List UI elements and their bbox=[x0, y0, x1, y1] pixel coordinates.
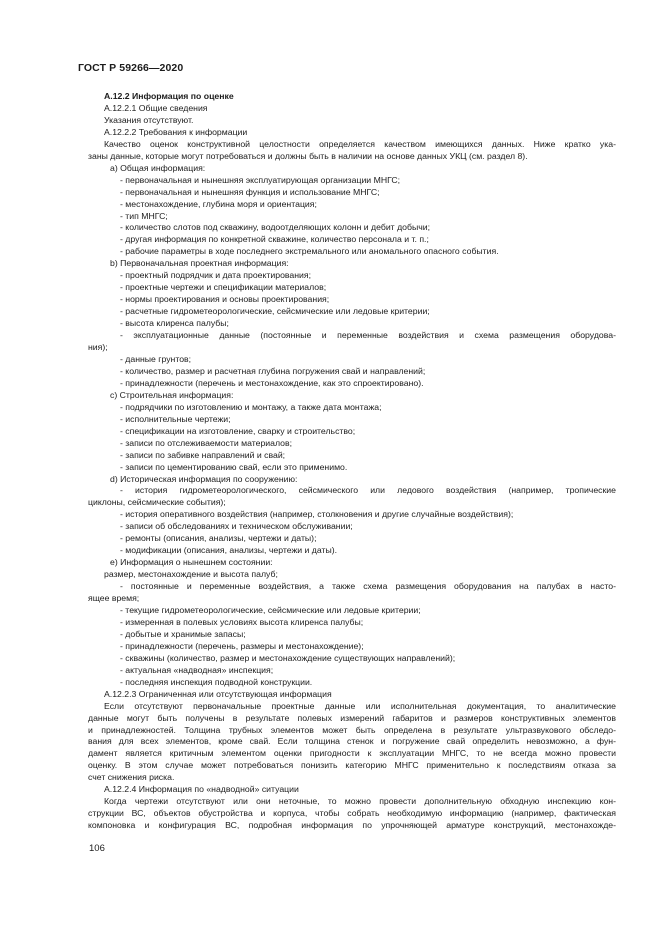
text-line: - история оперативного воздействия (например, столкновения и другие случайные воздействия); bbox=[120, 509, 514, 520]
text-line: струкции ВС, объектов обустройства и корпуса, чтобы собрать необходимую информацию (например, фактическая bbox=[88, 808, 616, 819]
text-line: - история гидрометеорологического, сейсмического или ледового воздействия (например, тропические bbox=[120, 485, 616, 496]
text-line: - количество слотов под скважину, водоотделяющих колонн и дебит добычи; bbox=[120, 222, 430, 233]
text-line: Если отсутствуют первоначальные проектные данные или исполнительная документация, то аналитические bbox=[104, 700, 616, 711]
text-line: - модификации (описания, анализы, чертежи и даты). bbox=[120, 545, 338, 556]
text-line: - местонахождение, глубина моря и ориентация; bbox=[120, 198, 317, 209]
text-line: - проектный подрядчик и дата проектирования; bbox=[120, 270, 312, 281]
text-line: данные могут быть получены в результате полевых измерений габаритов и размеров конструктивных элементов bbox=[88, 712, 616, 723]
document-body bbox=[88, 91, 616, 832]
text-line: и принадлежностей. Толщина трубных элементов может быть определена в результате ультразвукового обследо- bbox=[88, 724, 616, 735]
text-line: - текущие гидрометеорологические, сейсмические или ледовые критерии; bbox=[120, 604, 421, 615]
text-line: с) Строительная информация: bbox=[110, 389, 234, 400]
text-line: - актуальная «надводная» инспекция; bbox=[120, 664, 274, 675]
text-line: - спецификации на изготовление, сварку и строительство; bbox=[120, 425, 356, 436]
text-line: - количество, размер и расчетная глубина погружения свай и направлений; bbox=[120, 365, 426, 376]
text-line: - записи об обследованиях и техническом обслуживании; bbox=[120, 521, 353, 532]
text-line: А.12.2.1 Общие сведения bbox=[104, 102, 208, 113]
text-line: - данные грунтов; bbox=[120, 353, 192, 364]
text-line: е) Информация о нынешнем состоянии: bbox=[110, 557, 273, 568]
text-line: вания для всех элементов, кроме свай. Если толщина стенок и погружение свай определить невозможно, а фун- bbox=[88, 736, 616, 747]
text-line: Качество оценок конструктивной целостности определяется качеством имеющихся данных. Ниже кратко ука- bbox=[104, 138, 616, 149]
text-line: - ремонты (описания, анализы, чертежи и даты); bbox=[120, 533, 317, 544]
text-line: - подрядчики по изготовлению и монтажу, а также дата монтажа; bbox=[120, 401, 382, 412]
text-line: - рабочие параметры в ходе последнего экстремального или аномального опасного события. bbox=[120, 246, 499, 257]
text-line: - записи по забивке направлений и свай; bbox=[120, 449, 286, 460]
text-line: - проектные чертежи и спецификации материалов; bbox=[120, 282, 327, 293]
text-line: компоновка и конфигурация ВС, подробная информация по упрочняющей арматуре конструкций, местонахожде- bbox=[88, 820, 616, 831]
text-line: - первоначальная и нынешняя эксплуатирующая организации МНГС; bbox=[120, 174, 401, 185]
text-line: - последняя инспекция подводной конструкции. bbox=[120, 676, 313, 687]
text-line: дамент является критичным элементом оценки пригодности к эксплуатации МНГС, то не всегда можно провести bbox=[88, 748, 616, 759]
text-line: - тип МНГС; bbox=[120, 210, 168, 221]
text-line: а) Общая информация: bbox=[110, 162, 206, 173]
text-line: - записи по цементированию свай, если это применимо. bbox=[120, 461, 348, 472]
text-line: - первоначальная и нынешняя функция и использование МНГС; bbox=[120, 186, 380, 197]
document-header: ГОСТ Р 59266—2020 bbox=[78, 62, 184, 74]
text-line: - эксплуатационные данные (постоянные и переменные воздействия и схема размещения оборудова- bbox=[120, 330, 616, 341]
text-line: размер, местонахождение и высота палуб; bbox=[104, 569, 278, 580]
text-line: А.12.2.4 Информация по «надводной» ситуации bbox=[104, 784, 299, 795]
text-line: счет снижения риска. bbox=[88, 772, 175, 783]
text-line: ния); bbox=[88, 342, 108, 353]
text-line: оценку. В этом случае может потребоваться понизить категорию МНГС применительно к последствиям отказа за bbox=[88, 760, 616, 771]
text-line: - нормы проектирования и основы проектирования; bbox=[120, 294, 330, 305]
text-line: Указания отсутствуют. bbox=[104, 114, 194, 125]
text-line: - принадлежности (перечень и местонахождение, как это спроектировано). bbox=[120, 377, 424, 388]
text-line: - принадлежности (перечень, размеры и местонахождение); bbox=[120, 640, 364, 651]
text-line: - измеренная в полевых условиях высота клиренса палубы; bbox=[120, 616, 364, 627]
text-line: А.12.2.3 Ограниченная или отсутствующая информация bbox=[104, 688, 332, 699]
page-number: 106 bbox=[89, 843, 105, 854]
text-line: b) Первоначальная проектная информация: bbox=[110, 258, 289, 269]
text-line: заны данные, которые могут потребоваться и должны быть в наличии на основе данных УКЦ (см. раздел 8). bbox=[88, 150, 528, 161]
text-line: - высота клиренса палубы; bbox=[120, 318, 229, 329]
text-line: - другая информация по конкретной скважине, количество персонала и т. п.; bbox=[120, 234, 429, 245]
text-line: - добытые и хранимые запасы; bbox=[120, 628, 246, 639]
text-line: - записи по отслеживаемости материалов; bbox=[120, 437, 293, 448]
text-line: А.12.2.2 Требования к информации bbox=[104, 126, 248, 137]
section-heading: А.12.2 Информация по оценке bbox=[104, 91, 234, 101]
text-line: - скважины (количество, размер и местонахождение существующих направлений); bbox=[120, 652, 456, 663]
text-line: циклоны, сейсмические события); bbox=[88, 497, 226, 508]
text-line: d) Историческая информация по сооружению: bbox=[110, 473, 298, 484]
text-line: - постоянные и переменные воздействия, а также схема размещения оборудования на палубах в насто- bbox=[120, 581, 616, 592]
text-line: Когда чертежи отсутствуют или они неточные, то можно провести дополнительную обходную инспекцию кон- bbox=[104, 796, 616, 807]
text-line: - исполнительные чертежи; bbox=[120, 413, 231, 424]
text-line: ящее время; bbox=[88, 593, 140, 604]
text-line: - расчетные гидрометеорологические, сейсмические или ледовые критерии; bbox=[120, 306, 430, 317]
